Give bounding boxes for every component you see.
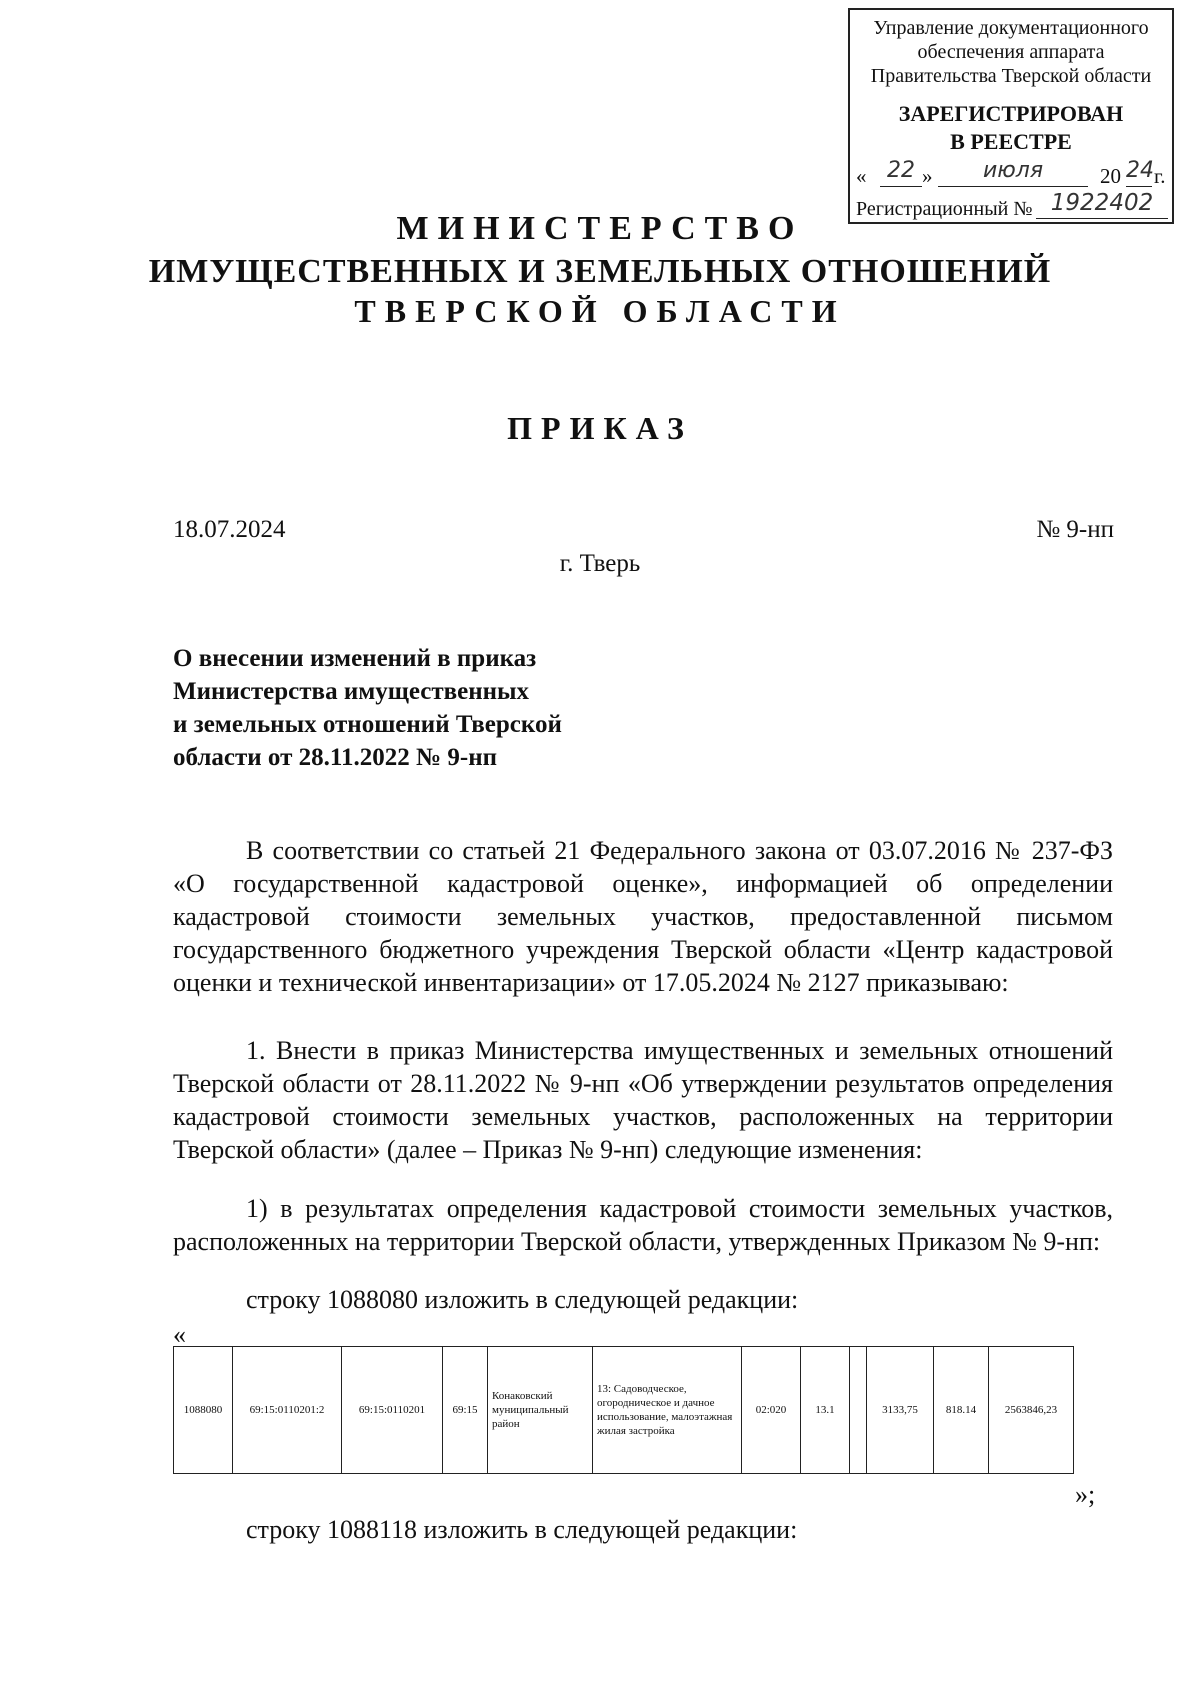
stamp-date-month-underline bbox=[938, 186, 1088, 187]
subject-line: и земельных отношений Тверской bbox=[173, 711, 562, 738]
subject-line: области от 28.11.2022 № 9-нп bbox=[173, 744, 498, 771]
table-cell-specific-value: 3133,75 bbox=[867, 1347, 934, 1474]
table-cell-segment-code: 02:020 bbox=[742, 1347, 801, 1474]
table-cell-land-use: 13: Садоводческое, огородническое и дачное использование, малоэтажная жилая застройка bbox=[593, 1347, 742, 1474]
cadastral-table bbox=[173, 1346, 1074, 1474]
row-intro-1: строку 1088080 изложить в следующей редакции: bbox=[246, 1285, 799, 1314]
stamp-date-open-quote: « bbox=[856, 164, 867, 188]
ministry-title-line3: ТВЕРСКОЙ ОБЛАСТИ bbox=[354, 293, 846, 329]
stamp-date-day-underline bbox=[880, 186, 922, 187]
document-type: ПРИКАЗ bbox=[507, 410, 693, 446]
stamp-date-year-g: г. bbox=[1154, 164, 1166, 188]
table-cell-cadastral-value: 2563846,23 bbox=[989, 1347, 1074, 1474]
stamp-reg-number-handwritten: 1922402 bbox=[1050, 190, 1154, 216]
order-date: 18.07.2024 bbox=[173, 516, 286, 543]
stamp-reg-number-label: Регистрационный № bbox=[856, 198, 1033, 220]
stamp-organization bbox=[850, 16, 1172, 88]
registration-stamp bbox=[848, 8, 1174, 224]
table-cell-use-code: 13.1 bbox=[801, 1347, 850, 1474]
stamp-org-line: Правительства Тверской области bbox=[870, 65, 1152, 87]
table-cell-area: 818.14 bbox=[934, 1347, 989, 1474]
row-intro-2: строку 1088118 изложить в следующей редакции: bbox=[246, 1515, 798, 1544]
stamp-registered-line: ЗАРЕГИСТРИРОВАН bbox=[898, 101, 1124, 126]
stamp-date-day-handwritten: 22 bbox=[887, 158, 915, 183]
body-paragraph-3 bbox=[173, 1192, 1113, 1258]
body-paragraph-1 bbox=[173, 834, 1113, 999]
paragraph-text: 1. Внести в приказ Министерства имущественных и земельных отношений Тверской области от 28.11.2022 № 9-нп «Об утверждении результатов определения кадастровой стоимости земельных участков, расположенных на территории Тверской области» (далее – Приказ № 9-нп) следующие изменения: bbox=[173, 1036, 1113, 1164]
stamp-date-year-prefix: 20 bbox=[1100, 164, 1121, 188]
order-subject bbox=[173, 642, 693, 774]
table-cell-empty bbox=[850, 1347, 867, 1474]
table-close-quote: »; bbox=[1075, 1480, 1096, 1509]
stamp-date-year-handwritten: 24 bbox=[1126, 158, 1154, 183]
paragraph-text: В соответствии со статьей 21 Федерального закона от 03.07.2016 № 237-ФЗ «О государственной кадастровой оценке», информацией об определении кадастровой стоимости земельных участков, предоставленной письмом государственного бюджетного учреждения Тверской области «Центр кадастровой оценки и технической инвентаризации» от 17.05.2024 № 2127 приказываю: bbox=[173, 836, 1113, 997]
table-open-quote: « bbox=[173, 1320, 186, 1349]
order-city: г. Тверь bbox=[559, 550, 641, 577]
table-cell-district-code: 69:15 bbox=[443, 1347, 488, 1474]
stamp-registered-line: В РЕЕСТРЕ bbox=[950, 129, 1072, 154]
stamp-date bbox=[856, 158, 1170, 192]
subject-line: Министерства имущественных bbox=[173, 678, 530, 705]
stamp-org-line: Управление документационного bbox=[873, 17, 1149, 39]
stamp-org-line: обеспечения аппарата bbox=[917, 41, 1105, 63]
ministry-title-line2: ИМУЩЕСТВЕННЫХ И ЗЕМЕЛЬНЫХ ОТНОШЕНИЙ bbox=[148, 253, 1052, 290]
stamp-date-close-quote: » bbox=[922, 164, 933, 188]
order-number: № 9-нп bbox=[1036, 516, 1114, 543]
table-cell-row-number: 1088080 bbox=[174, 1347, 233, 1474]
ministry-title-line1: МИНИСТЕРСТВО bbox=[396, 210, 804, 247]
table-cell-cadastral-number: 69:15:0110201:2 bbox=[233, 1347, 342, 1474]
table-cell-municipality: Конаковский муниципальный район bbox=[488, 1347, 593, 1474]
stamp-date-month-handwritten: июля bbox=[982, 158, 1044, 183]
table-row bbox=[174, 1347, 1074, 1474]
stamp-date-year-underline bbox=[1126, 186, 1152, 187]
stamp-registered bbox=[850, 100, 1172, 156]
subject-line: О внесении изменений в приказ bbox=[173, 645, 537, 672]
body-paragraph-2 bbox=[173, 1034, 1113, 1166]
paragraph-text: 1) в результатах определения кадастровой стоимости земельных участков, расположенных на территории Тверской области, утвержденных Приказом № 9-нп: bbox=[173, 1194, 1113, 1256]
table-cell-quarter: 69:15:0110201 bbox=[342, 1347, 443, 1474]
